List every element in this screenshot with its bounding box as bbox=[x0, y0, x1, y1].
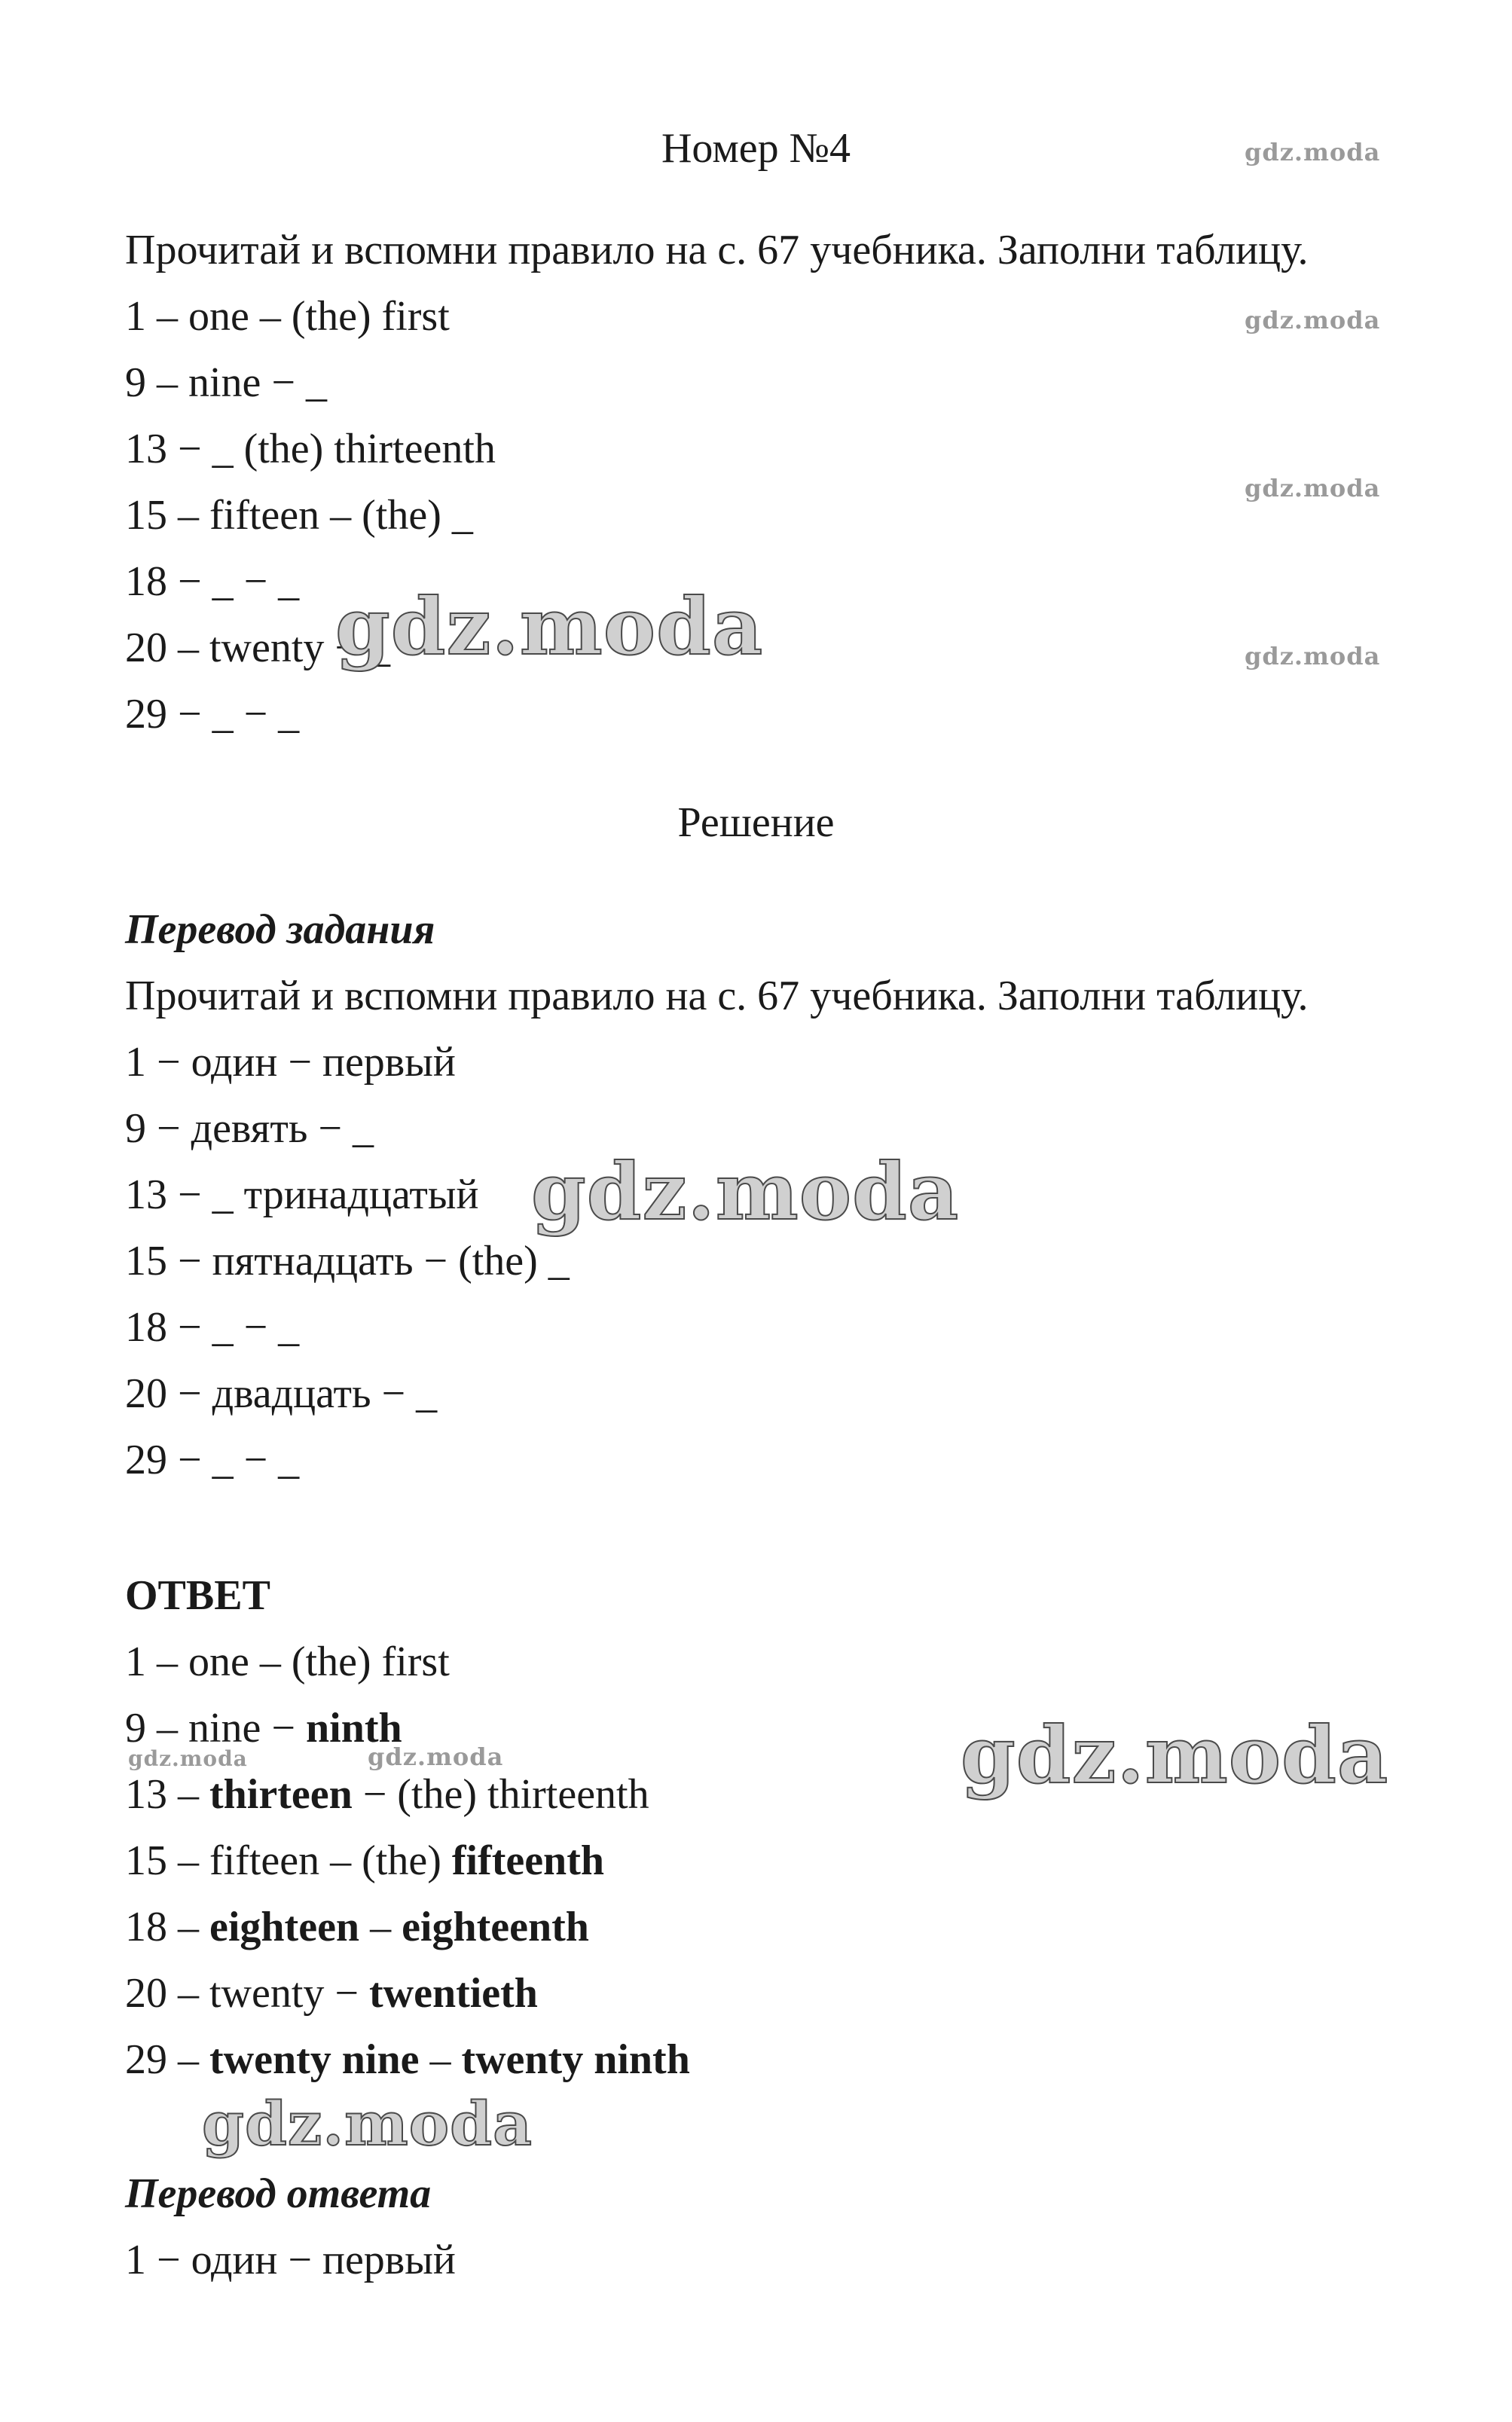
task-row: 13 − _ (the) thirteenth bbox=[125, 426, 496, 472]
answer-text: 18 – bbox=[125, 1904, 209, 1950]
translation-row: 29 − _ − _ bbox=[125, 1437, 300, 1483]
answer-row bbox=[125, 2036, 690, 2084]
page-title: Номер №4 bbox=[661, 125, 851, 172]
answer-row bbox=[125, 1837, 604, 1885]
translation-row: 15 − пятнадцать − (the) _ bbox=[125, 1238, 570, 1284]
answer-heading: ОТВЕТ bbox=[125, 1572, 270, 1619]
answer-text: 13 – bbox=[125, 1771, 209, 1818]
task-instruction: Прочитай и вспомни правило на с. 67 учебника. Заполни таблицу. bbox=[125, 227, 1309, 273]
answer-text: 15 – fifteen – (the) bbox=[125, 1837, 452, 1884]
watermark: gdz.moda bbox=[335, 580, 764, 673]
answer-text: 9 – nine − bbox=[125, 1705, 306, 1752]
answer-filled-word: eighteen bbox=[209, 1904, 360, 1950]
watermark: gdz.moda bbox=[202, 2088, 533, 2159]
translation-row: 1 − один − первый bbox=[125, 1039, 456, 1086]
answer-text: 29 – bbox=[125, 2036, 209, 2083]
task-row: 1 – one – (the) first bbox=[125, 293, 450, 340]
translation-row: 13 − _ тринадцатый bbox=[125, 1171, 479, 1218]
watermark: gdz.moda bbox=[1245, 474, 1381, 502]
answer-filled-word: eighteenth bbox=[402, 1904, 589, 1950]
answer-filled-word: twenty ninth bbox=[461, 2036, 690, 2083]
watermark: gdz.moda bbox=[1245, 306, 1381, 334]
watermark: gdz.moda bbox=[1245, 138, 1381, 166]
translation-row: 18 − _ − _ bbox=[125, 1304, 300, 1351]
answer-row bbox=[125, 1969, 538, 2017]
answer-translation-row: 1 − один − первый bbox=[125, 2237, 456, 2283]
task-row: 20 – twenty − _ bbox=[125, 625, 390, 671]
watermark: gdz.moda bbox=[1245, 642, 1381, 670]
answer-text: − (the) thirteenth bbox=[352, 1771, 649, 1818]
answer-filled-word: twentieth bbox=[369, 1970, 538, 2017]
task-row: 29 − _ − _ bbox=[125, 691, 300, 738]
task-row: 18 − _ − _ bbox=[125, 558, 300, 605]
answer-filled-word: ninth bbox=[306, 1705, 402, 1752]
answer-row bbox=[125, 1903, 589, 1951]
answer-row bbox=[125, 1770, 649, 1819]
task-row: 9 – nine − _ bbox=[125, 359, 327, 406]
translation-row: 20 − двадцать − _ bbox=[125, 1370, 438, 1417]
answer-text: 1 – one – (the) first bbox=[125, 1639, 450, 1685]
answer-filled-word: fifteenth bbox=[451, 1837, 604, 1884]
translation-instruction: Прочитай и вспомни правило на с. 67 учебника. Заполни таблицу. bbox=[125, 973, 1309, 1019]
solution-heading: Решение bbox=[677, 799, 835, 846]
answer-text: – bbox=[359, 1904, 402, 1950]
answer-translation-heading: Перевод ответа bbox=[125, 2170, 432, 2217]
answer-filled-word: thirteen bbox=[209, 1771, 353, 1818]
watermark: gdz.moda bbox=[368, 1742, 504, 1771]
watermark: gdz.moda bbox=[961, 1709, 1389, 1801]
translation-row: 9 − девять − _ bbox=[125, 1105, 374, 1152]
answer-row bbox=[125, 1704, 402, 1752]
answer-filled-word: twenty nine bbox=[209, 2036, 420, 2083]
translation-heading: Перевод задания bbox=[125, 906, 435, 953]
answer-text: – bbox=[419, 2036, 462, 2083]
answer-row bbox=[125, 1638, 450, 1686]
answer-text: 20 – twenty − bbox=[125, 1970, 369, 2017]
task-row: 15 – fifteen – (the) _ bbox=[125, 492, 473, 539]
watermark: gdz.moda bbox=[128, 1746, 248, 1771]
watermark: gdz.moda bbox=[531, 1145, 960, 1238]
